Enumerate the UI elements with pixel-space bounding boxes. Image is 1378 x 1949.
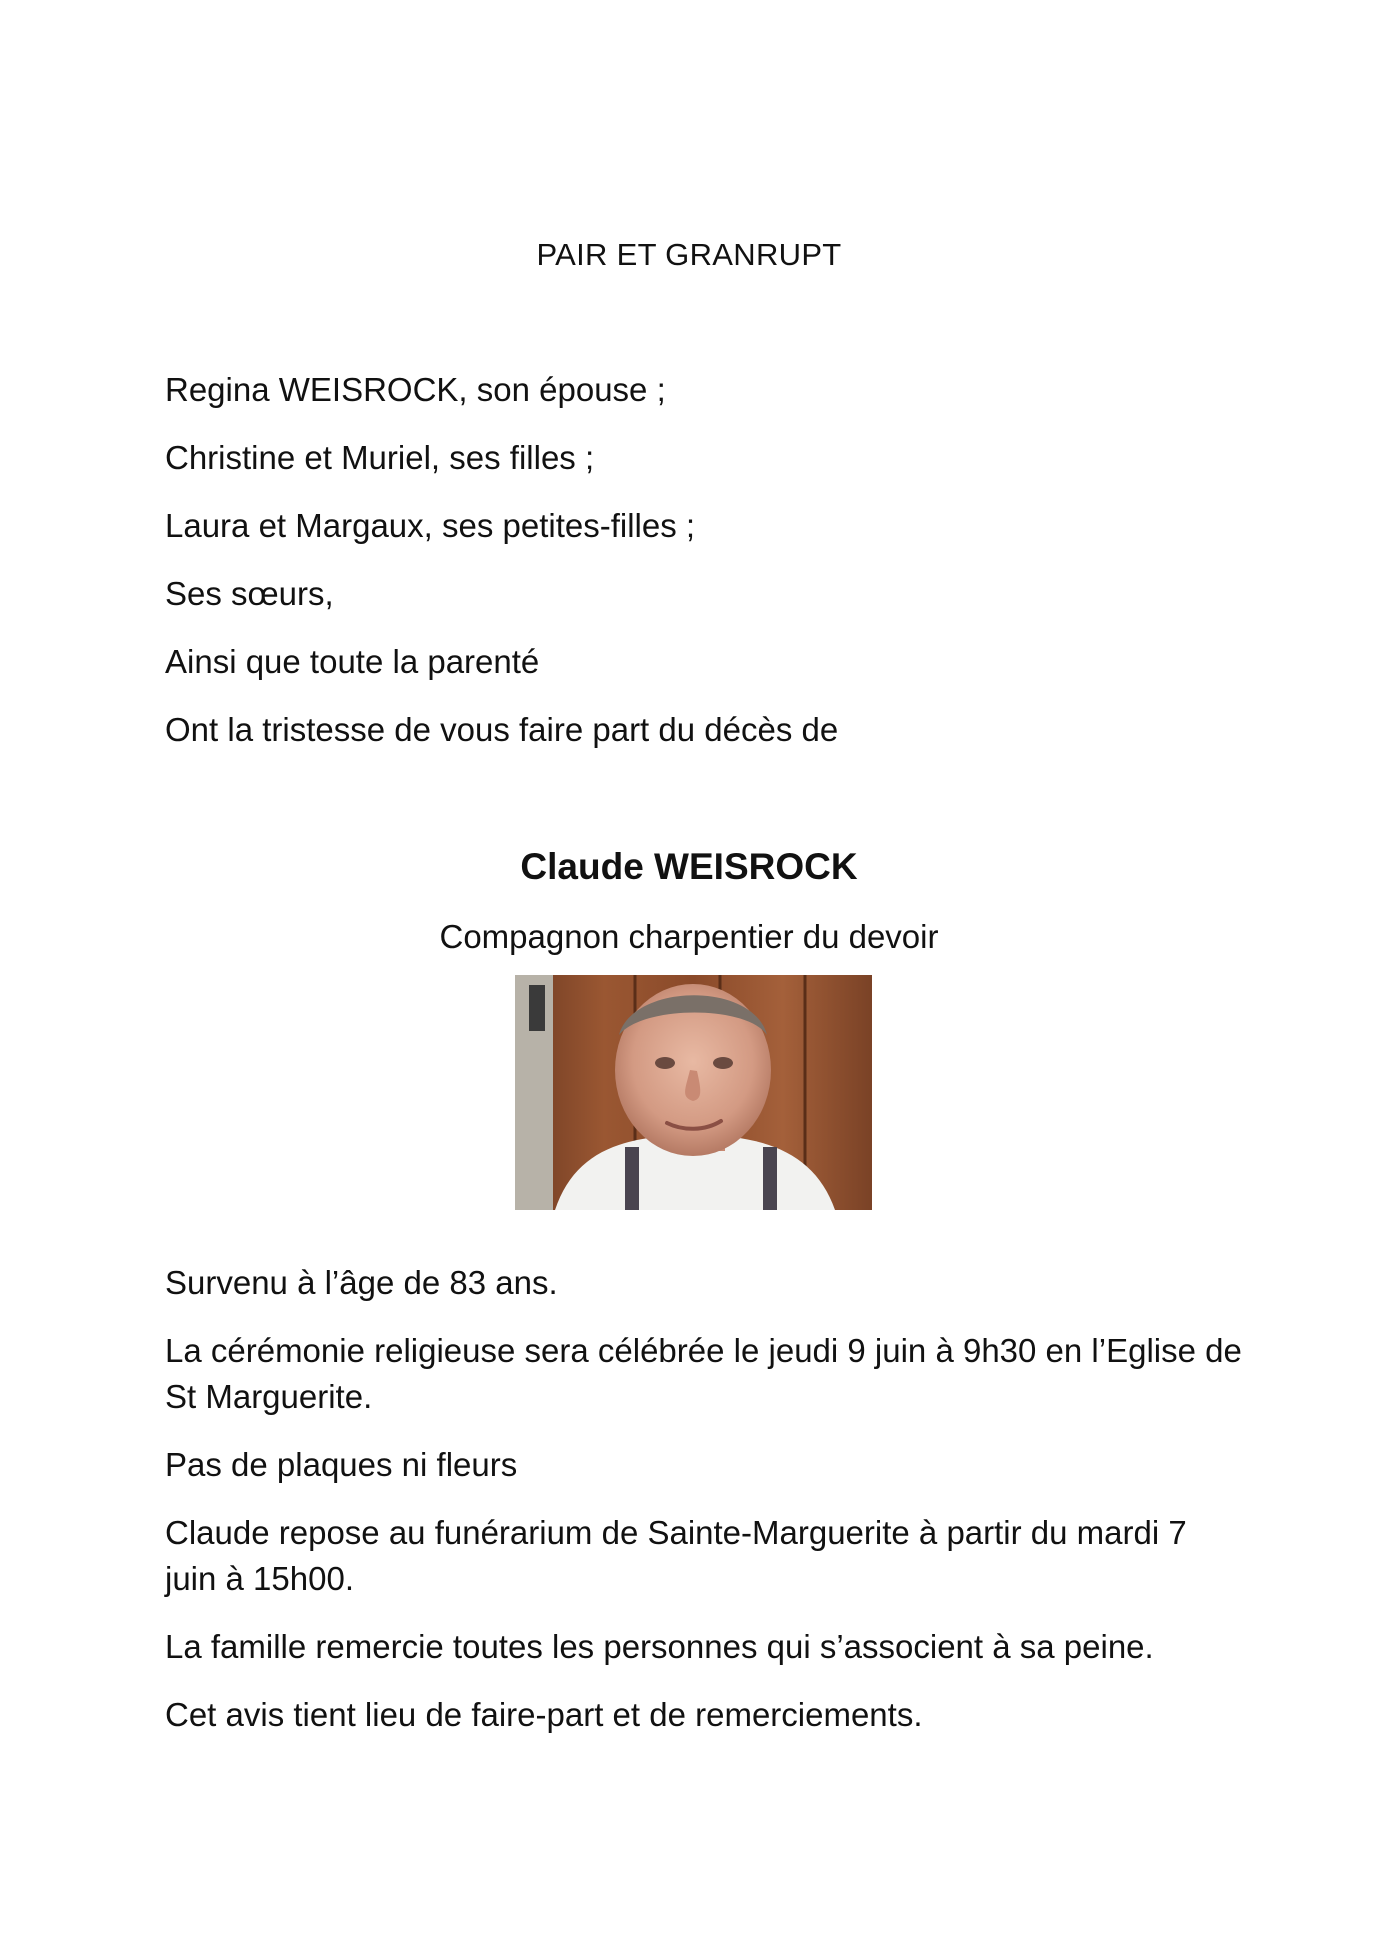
family-list	[165, 370, 1245, 778]
family-line-relatives: Ainsi que toute la parenté	[165, 643, 540, 680]
family-line-daughters: Christine et Muriel, ses filles ;	[165, 439, 595, 476]
detail-thanks: La famille remercie toutes les personnes qui s’associent à sa peine.	[165, 1628, 1154, 1665]
detail-flowers: Pas de plaques ni fleurs	[165, 1446, 518, 1483]
family-line-spouse: Regina WEISROCK, son épouse ;	[165, 371, 666, 408]
deceased-title: Compagnon charpentier du devoir	[439, 918, 939, 955]
location-heading: PAIR ET GRANRUPT	[536, 237, 842, 272]
family-line-sisters: Ses sœurs,	[165, 575, 334, 612]
deceased-name: Claude WEISROCK	[520, 846, 858, 887]
detail-age: Survenu à l’âge de 83 ans.	[165, 1264, 558, 1301]
detail-funeral-home: Claude repose au funérarium de Sainte-Marguerite à partir du mardi 7 juin à 15h00.	[165, 1514, 1187, 1597]
detail-ceremony: La cérémonie religieuse sera célébrée le jeudi 9 juin à 9h30 en l’Eglise de St Marguerite.	[165, 1332, 1242, 1415]
deceased-photo	[515, 975, 872, 1210]
family-line-granddaughters: Laura et Margaux, ses petites-filles ;	[165, 507, 696, 544]
service-details	[165, 1260, 1245, 1760]
detail-notice: Cet avis tient lieu de faire-part et de remerciements.	[165, 1696, 923, 1733]
family-line-announcement: Ont la tristesse de vous faire part du décès de	[165, 711, 839, 748]
